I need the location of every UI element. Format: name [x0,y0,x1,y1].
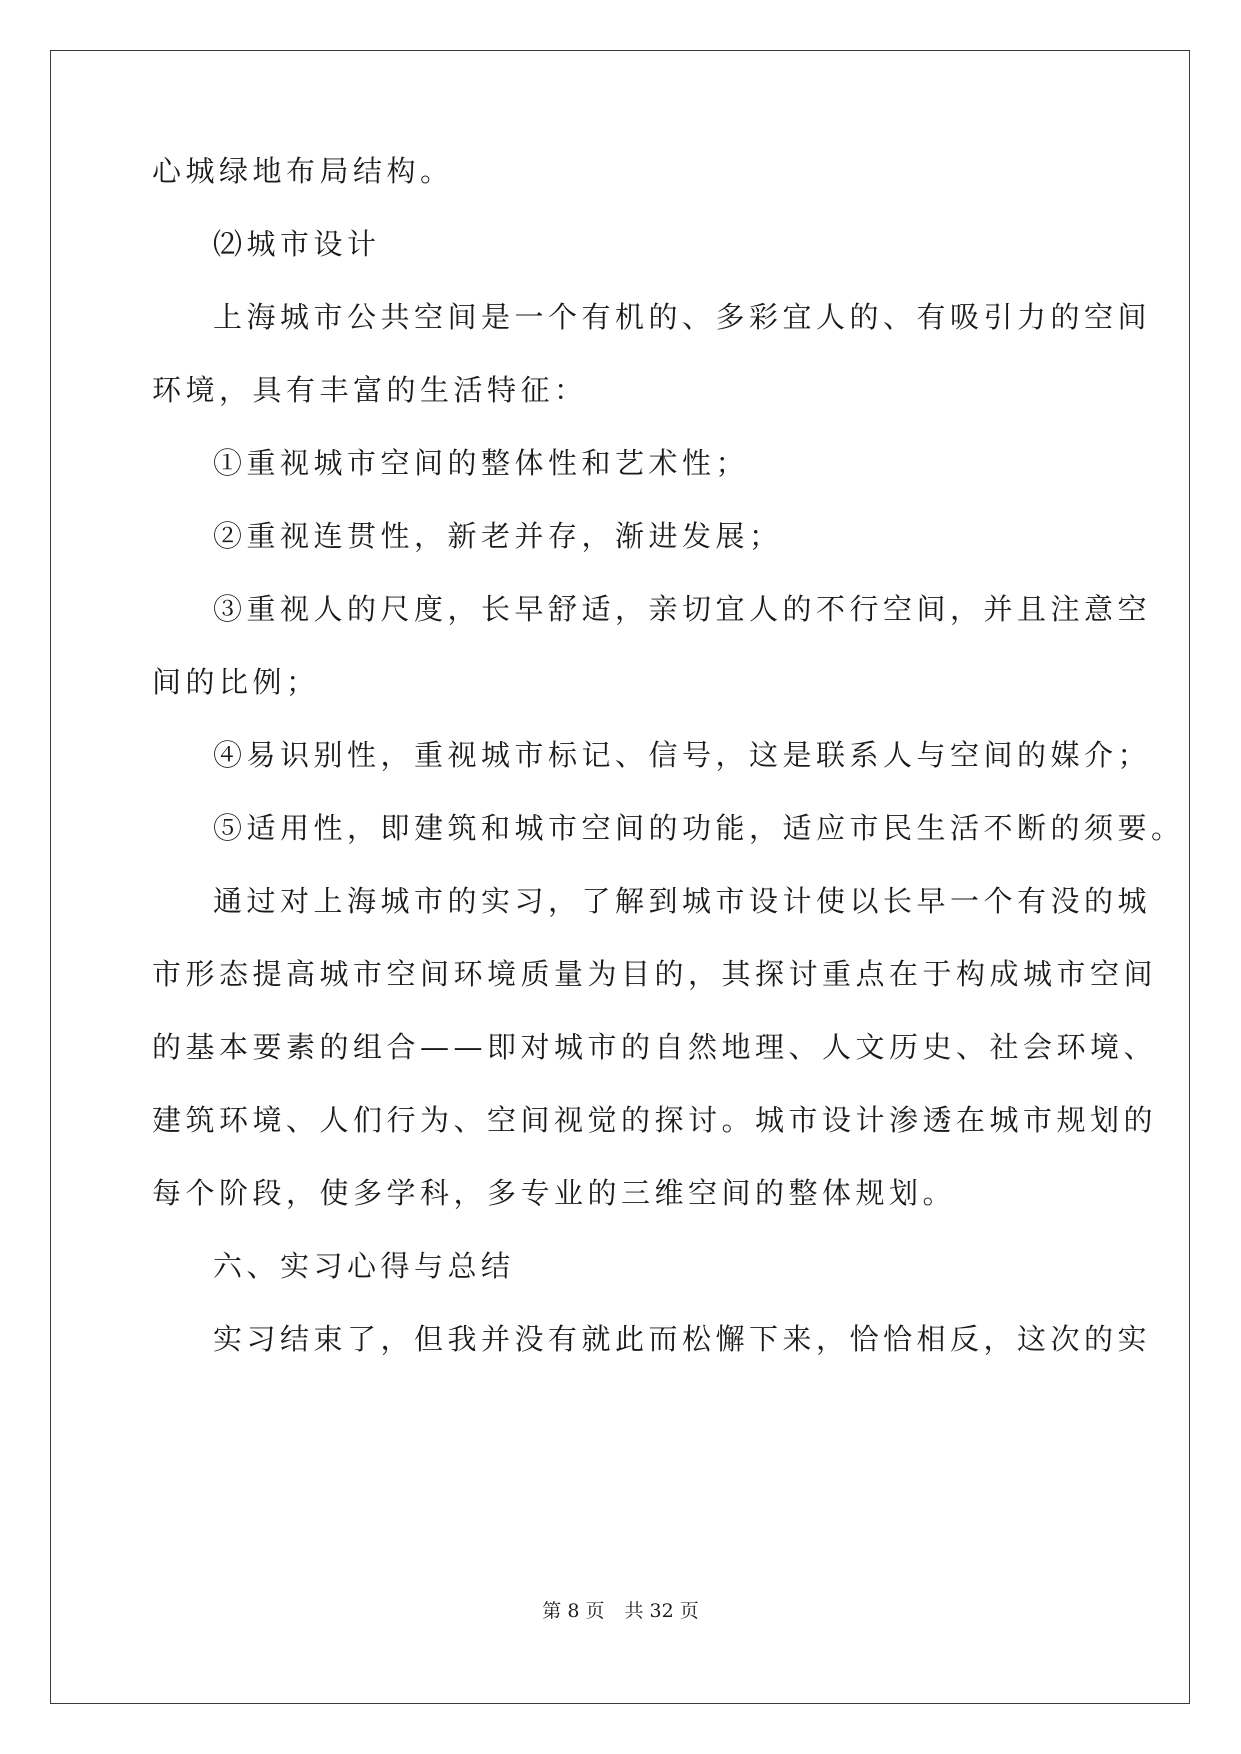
page-footer [0,1599,1241,1623]
text-line: 心城绿地布局结构。 [152,154,454,188]
text-line: 间的比例； [152,665,320,699]
text-line: 建筑环境、人们行为、空间视觉的探讨。城市设计渗透在城市规划的 [152,1103,1158,1137]
list-item: ①重视城市空间的整体性和艺术性； [213,446,750,480]
text-line: 实习结束了，但我并没有就此而松懈下来，恰恰相反，这次的实 [213,1322,1152,1356]
list-item: ⑤适用性，即建筑和城市空间的功能，适应市民生活不断的须要。 [213,811,1185,845]
list-item: ③重视人的尺度，长早舒适，亲切宜人的不行空间，并且注意空 [213,592,1152,626]
page-total: 共 32 页 [624,1600,699,1622]
text-line: 通过对上海城市的实习，了解到城市设计使以长早一个有没的城 [213,884,1152,918]
page-number: 第 8 页 [542,1600,605,1622]
text-line: 的基本要素的组合——即对城市的自然地理、人文历史、社会环境、 [152,1030,1158,1064]
list-item: ②重视连贯性，新老并存，渐进发展； [213,519,783,553]
text-line: 每个阶段，使多学科，多专业的三维空间的整体规划。 [152,1176,957,1210]
section-heading: 六、实习心得与总结 [213,1249,515,1283]
list-item: ④易识别性，重视城市标记、信号，这是联系人与空间的媒介； [213,738,1152,772]
section-heading: ⑵城市设计 [213,227,381,261]
page-border [50,50,1190,1704]
text-line: 市形态提高城市空间环境质量为目的，其探讨重点在于构成城市空间 [152,957,1158,991]
text-line: 环境，具有丰富的生活特征： [152,373,588,407]
text-line: 上海城市公共空间是一个有机的、多彩宜人的、有吸引力的空间 [213,300,1152,334]
